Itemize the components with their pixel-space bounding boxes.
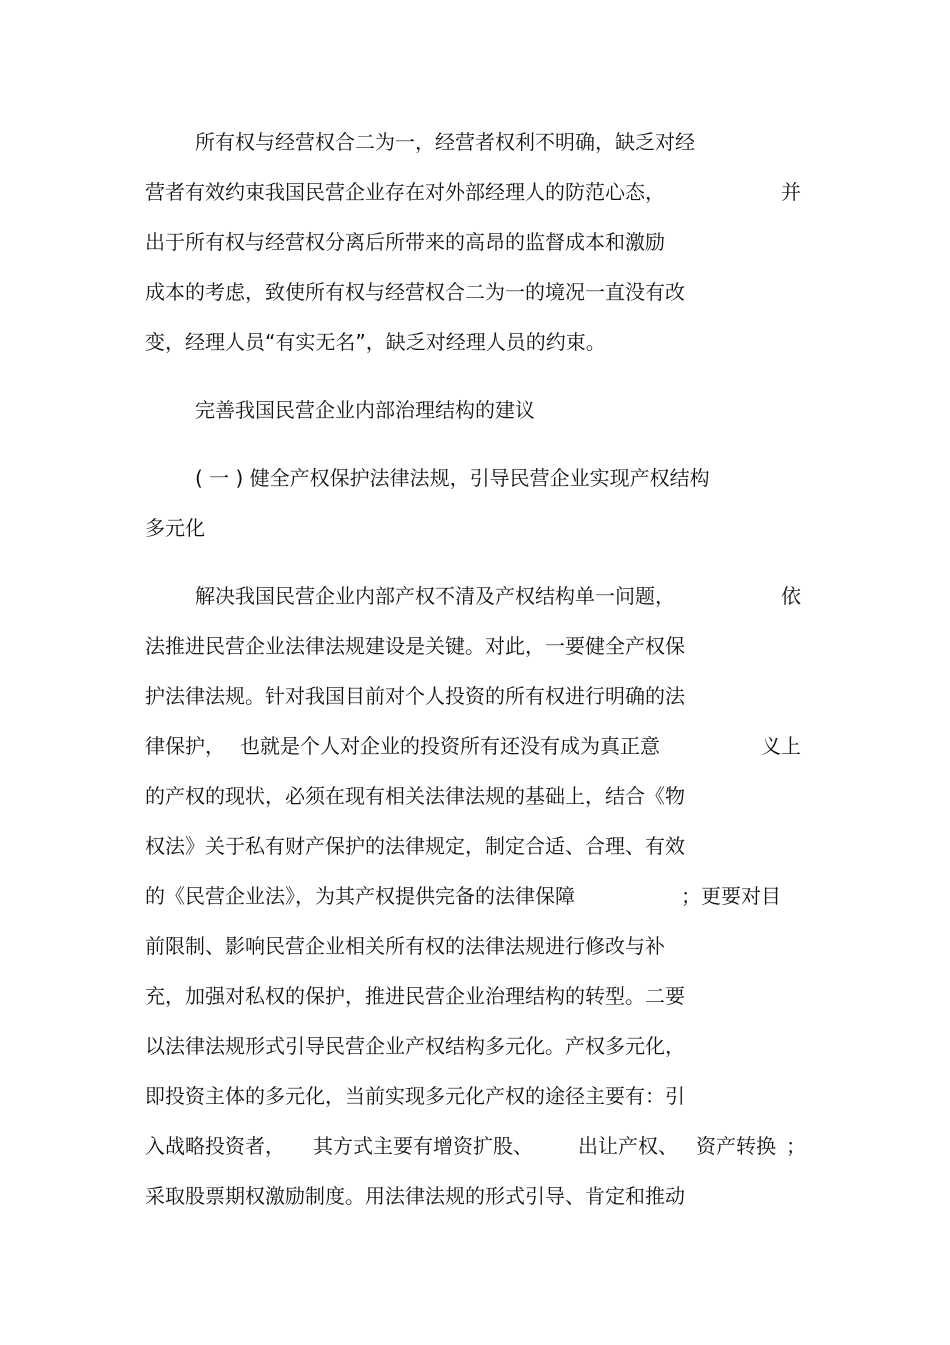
subsection-heading: ( 一 ) 健全产权保护法律法规，引导民营企业实现产权结构 [195, 466, 710, 490]
text-line: ； [786, 1134, 806, 1158]
text-line: 依 [781, 584, 801, 608]
text-line: 解决我国民营企业内部产权不清及产权结构单一问题， [195, 584, 675, 608]
text-line: 其方式主要有增资扩股、 [313, 1134, 533, 1158]
text-line: 入战略投资者， [145, 1134, 285, 1158]
text-line: 护法律法规。针对我国目前对个人投资的所有权进行明确的法 [145, 684, 685, 708]
section-heading: 完善我国民营企业内部治理结构的建议 [195, 398, 535, 422]
text-line: 并 [781, 180, 801, 204]
text-line: 的《民营企业法》，为其产权提供完备的法律保障 [145, 884, 575, 908]
text-line: 以法律法规形式引导民营企业产权结构多元化。产权多元化， [145, 1034, 685, 1058]
text-line: 营者有效约束我国民营企业存在对外部经理人的防范心态， [145, 180, 665, 204]
text-line: 成本的考虑，致使所有权与经营权合二为一的境况一直没有改 [145, 280, 685, 304]
text-line: 充，加强对私权的保护，推进民营企业治理结构的转型。二要 [145, 984, 685, 1008]
text-line: 律保护， [145, 734, 225, 758]
subsection-heading: 多元化 [145, 516, 205, 540]
text-line: 采取股票期权激励制度。用法律法规的形式引导、肯定和推动 [145, 1184, 685, 1208]
text-line: 出让产权、 [578, 1134, 678, 1158]
text-line: ；更要对目 [681, 884, 781, 908]
text-line: 权法》关于私有财产保护的法律规定，制定合适、合理、有效 [145, 834, 685, 858]
text-line: 义上 [761, 734, 801, 758]
text-line: 也就是个人对企业的投资所有还没有成为真正意 [240, 734, 660, 758]
text-line: 资产转换 [696, 1134, 776, 1158]
text-line: 出于所有权与经营权分离后所带来的高昂的监督成本和激励 [145, 230, 665, 254]
text-line: 前限制、影响民营企业相关所有权的法律法规进行修改与补 [145, 934, 665, 958]
text-line: 法推进民营企业法律法规建设是关键。对此，一要健全产权保 [145, 634, 685, 658]
text-line: 所有权与经营权合二为一，经营者权利不明确，缺乏对经 [195, 130, 695, 154]
text-line: 变，经理人员“有实无名”，缺乏对经理人员的约束。 [145, 330, 606, 354]
text-line: 的产权的现状，必须在现有相关法律法规的基础上，结合《物 [145, 784, 685, 808]
text-line: 即投资主体的多元化，当前实现多元化产权的途径主要有：引 [145, 1084, 685, 1108]
